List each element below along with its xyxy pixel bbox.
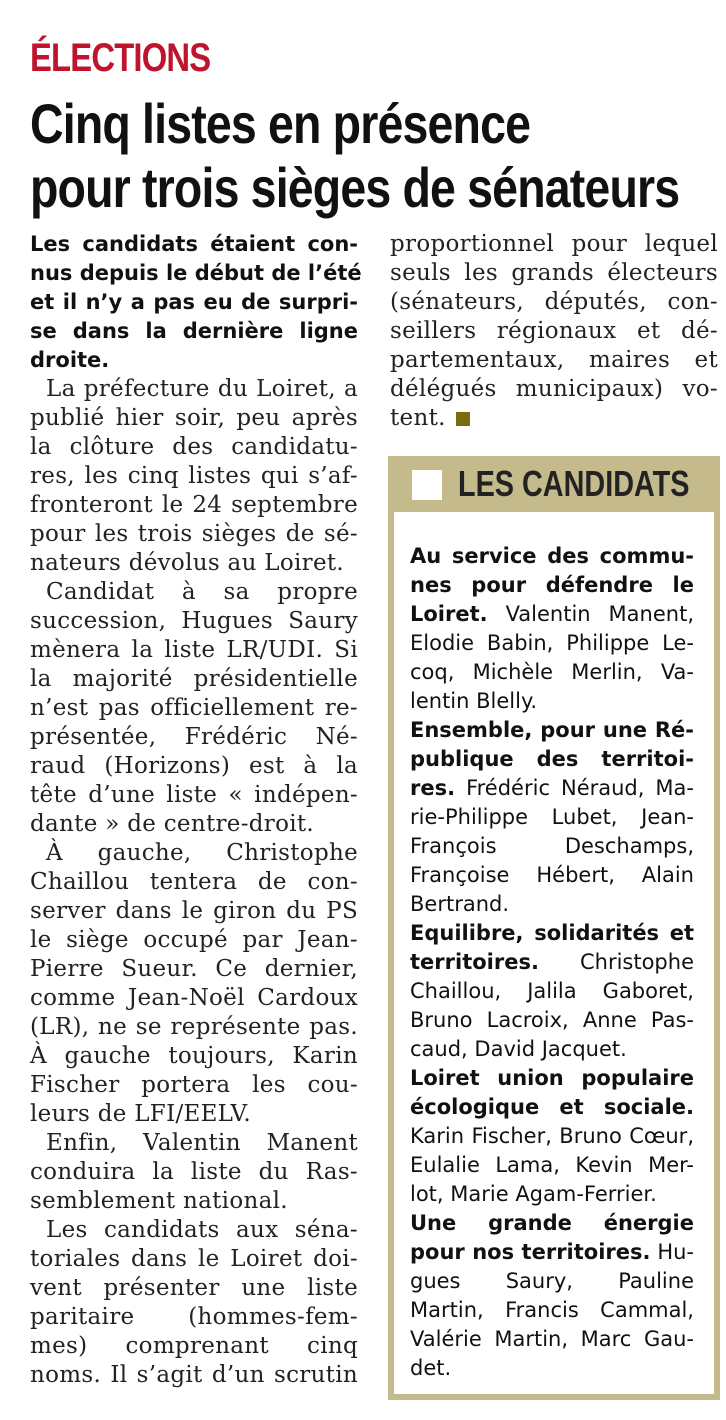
body-line: partementaux, maires et bbox=[390, 347, 718, 373]
body-line: leurs de LFI/EELV. bbox=[30, 1101, 252, 1127]
body-line: (LR), ne se représente pas. bbox=[30, 1014, 358, 1040]
body-line: la clôture des candidatu- bbox=[30, 434, 358, 460]
lead-line: Les candidats étaient con- bbox=[30, 232, 358, 256]
candidate-line bbox=[410, 977, 694, 1006]
body-line: tête d’une liste « indépen- bbox=[30, 782, 358, 808]
body-line: Chaillou tentera de con- bbox=[30, 869, 358, 895]
candidates-list bbox=[410, 542, 694, 1383]
body-paragraph bbox=[30, 1216, 358, 1390]
candidate-names: gues Saury, Pauline bbox=[410, 1269, 694, 1293]
candidate-line bbox=[410, 1006, 694, 1035]
body-paragraph bbox=[30, 578, 358, 839]
candidate-names: Frédéric Néraud, Ma- bbox=[455, 776, 694, 800]
candidate-line bbox=[410, 745, 694, 774]
candidate-line bbox=[410, 629, 694, 658]
body-line: la majorité présidentielle bbox=[30, 666, 358, 692]
headline-line: Cinq listes en présence bbox=[30, 92, 531, 155]
candidate-line bbox=[410, 774, 694, 803]
list-name: Une grande énergie bbox=[410, 1211, 694, 1235]
body-line: présentée, Frédéric Né- bbox=[30, 724, 358, 750]
candidate-line bbox=[410, 687, 694, 716]
candidate-line bbox=[410, 716, 694, 745]
body-line: À gauche toujours, Karin bbox=[30, 1043, 358, 1069]
candidate-line bbox=[410, 948, 694, 977]
candidate-names: caud, David Jacquet. bbox=[410, 1037, 627, 1061]
body-line: raud (Horizons) est à la bbox=[30, 753, 358, 779]
candidate-names: lentin Blelly. bbox=[410, 689, 538, 713]
candidate-line bbox=[410, 1122, 694, 1151]
candidate-names: Bertrand. bbox=[410, 892, 510, 916]
candidates-box-title: LES CANDIDATS bbox=[458, 463, 690, 504]
lead-line: se dans la dernière ligne bbox=[30, 319, 358, 343]
candidate-line bbox=[410, 1151, 694, 1180]
candidate-names: Christophe bbox=[538, 950, 694, 974]
candidate-line bbox=[410, 803, 694, 832]
list-name: publique des territoi- bbox=[410, 747, 694, 771]
list-name: Equilibre, solidarités et bbox=[410, 921, 694, 945]
candidate-names: Eulalie Lama, Kevin Mer- bbox=[410, 1153, 694, 1177]
body-line: fronteront le 24 septembre bbox=[30, 492, 358, 518]
candidate-names: lot, Marie Agam-Ferrier. bbox=[410, 1182, 657, 1206]
body-line: le siège occupé par Jean- bbox=[30, 927, 358, 953]
candidate-names: Chaillou, Jalila Gaboret, bbox=[410, 979, 694, 1003]
candidate-line bbox=[410, 1238, 694, 1267]
candidate-names: Martin, Francis Cammal, bbox=[410, 1298, 694, 1322]
body-line: vent présenter une liste bbox=[30, 1275, 358, 1301]
candidate-line bbox=[410, 919, 694, 948]
candidate-line bbox=[410, 1093, 694, 1122]
headline bbox=[30, 92, 679, 220]
list-name: écologique et sociale. bbox=[410, 1095, 694, 1119]
body-line: nateurs dévolus au Loiret. bbox=[30, 550, 345, 576]
candidate-line bbox=[410, 571, 694, 600]
candidate-names: Valérie Martin, Marc Gau- bbox=[410, 1327, 694, 1351]
body-line: seillers régionaux et dé- bbox=[390, 318, 718, 344]
body-line: noms. Il s’agit d’un scrutin bbox=[30, 1362, 358, 1388]
candidate-names: Karin Fischer, Bruno Cœur, bbox=[410, 1124, 694, 1148]
lead-line: nus depuis le début de l’été bbox=[30, 261, 362, 285]
list-name: Loiret union populaire bbox=[410, 1066, 694, 1090]
body-line: Pierre Sueur. Ce dernier, bbox=[30, 956, 358, 982]
list-name: res. bbox=[410, 776, 456, 800]
candidate-line bbox=[410, 1209, 694, 1238]
body-line: comme Jean-Noël Cardoux bbox=[30, 985, 358, 1011]
body-paragraph bbox=[30, 839, 358, 1129]
candidate-line bbox=[410, 658, 694, 687]
list-name: nes pour défendre le bbox=[410, 573, 694, 597]
body-line: dante » de centre-droit. bbox=[30, 811, 315, 837]
candidate-names: Françoise Hébert, Alain bbox=[410, 863, 694, 887]
lead-paragraph bbox=[30, 230, 362, 375]
candidate-line bbox=[410, 1064, 694, 1093]
candidate-names: rie-Philippe Lubet, Jean- bbox=[410, 805, 694, 829]
body-line: mènera la liste LR/UDI. Si bbox=[30, 637, 358, 663]
body-line: toriales dans le Loiret doi- bbox=[30, 1246, 358, 1272]
body-line: conduira la liste du Ras- bbox=[30, 1159, 358, 1185]
body-paragraph bbox=[30, 375, 358, 578]
body-line: délégués municipaux) vo- bbox=[390, 376, 718, 402]
candidate-line bbox=[410, 1180, 694, 1209]
body-line: n’est pas officiellement re- bbox=[30, 695, 358, 721]
candidate-names: Valentin Manent, bbox=[487, 602, 694, 626]
headline-line: pour trois sièges de sénateurs bbox=[30, 156, 680, 219]
candidate-names: Elodie Babin, Philippe Le- bbox=[410, 631, 694, 655]
candidates-box-header bbox=[388, 456, 720, 512]
body-line: seuls les grands électeurs bbox=[390, 260, 718, 286]
article-column-2 bbox=[390, 230, 718, 433]
body-line: Les candidats aux séna- bbox=[46, 1217, 358, 1243]
body-line: À gauche, Christophe bbox=[46, 840, 358, 866]
list-name: Loiret. bbox=[410, 602, 488, 626]
candidate-line bbox=[410, 542, 694, 571]
body-line: (sénateurs, députés, con- bbox=[390, 289, 718, 315]
lead-line: et il n’y a pas eu de surpri- bbox=[30, 290, 358, 314]
body-line: pour les trois sièges de sé- bbox=[30, 521, 358, 547]
body-line: server dans le giron du PS bbox=[30, 898, 358, 924]
body-line: publié hier soir, peu après bbox=[30, 405, 358, 431]
body-line-text: tent. bbox=[390, 405, 446, 431]
body-line: Enfin, Valentin Manent bbox=[46, 1130, 358, 1156]
candidate-line bbox=[410, 861, 694, 890]
candidate-names: coq, Michèle Merlin, Va- bbox=[410, 660, 694, 684]
white-square-icon bbox=[412, 470, 442, 500]
candidate-line bbox=[410, 1035, 694, 1064]
body-line: proportionnel pour lequel bbox=[390, 231, 718, 257]
body-line-end bbox=[390, 404, 718, 433]
body-line: semblement national. bbox=[30, 1188, 288, 1214]
list-name: territoires. bbox=[410, 950, 539, 974]
body-paragraph bbox=[30, 1129, 358, 1216]
candidate-line bbox=[410, 1354, 694, 1383]
body-line: succession, Hugues Saury bbox=[30, 608, 358, 634]
section-kicker: ÉLECTIONS bbox=[30, 36, 211, 80]
candidate-line bbox=[410, 1325, 694, 1354]
candidate-names: det. bbox=[410, 1356, 452, 1380]
candidate-line bbox=[410, 1267, 694, 1296]
candidate-line bbox=[410, 600, 694, 629]
candidate-line bbox=[410, 1296, 694, 1325]
body-line: Fischer portera les cou- bbox=[30, 1072, 358, 1098]
list-name: pour nos territoires. bbox=[410, 1240, 651, 1264]
article-column-1 bbox=[30, 230, 362, 1390]
list-name: Ensemble, pour une Ré- bbox=[410, 718, 694, 742]
lead-line: droite. bbox=[30, 348, 110, 372]
candidate-line bbox=[410, 832, 694, 861]
body-line: Candidat à sa propre bbox=[46, 579, 358, 605]
article-body-col1 bbox=[30, 375, 358, 1390]
body-line: paritaire (hommes-fem- bbox=[30, 1304, 358, 1330]
body-line: mes) comprenant cinq bbox=[30, 1333, 358, 1359]
body-line: La préfecture du Loiret, a bbox=[46, 376, 358, 402]
candidate-names: François Deschamps, bbox=[410, 834, 694, 858]
list-name: Au service des commu- bbox=[410, 544, 694, 568]
body-line: res, les cinq listes qui s’af- bbox=[30, 463, 358, 489]
candidate-line bbox=[410, 890, 694, 919]
candidate-names: Bruno Lacroix, Anne Pas- bbox=[410, 1008, 694, 1032]
candidate-names: Hu- bbox=[650, 1240, 694, 1264]
end-of-article-square-icon bbox=[456, 412, 470, 426]
